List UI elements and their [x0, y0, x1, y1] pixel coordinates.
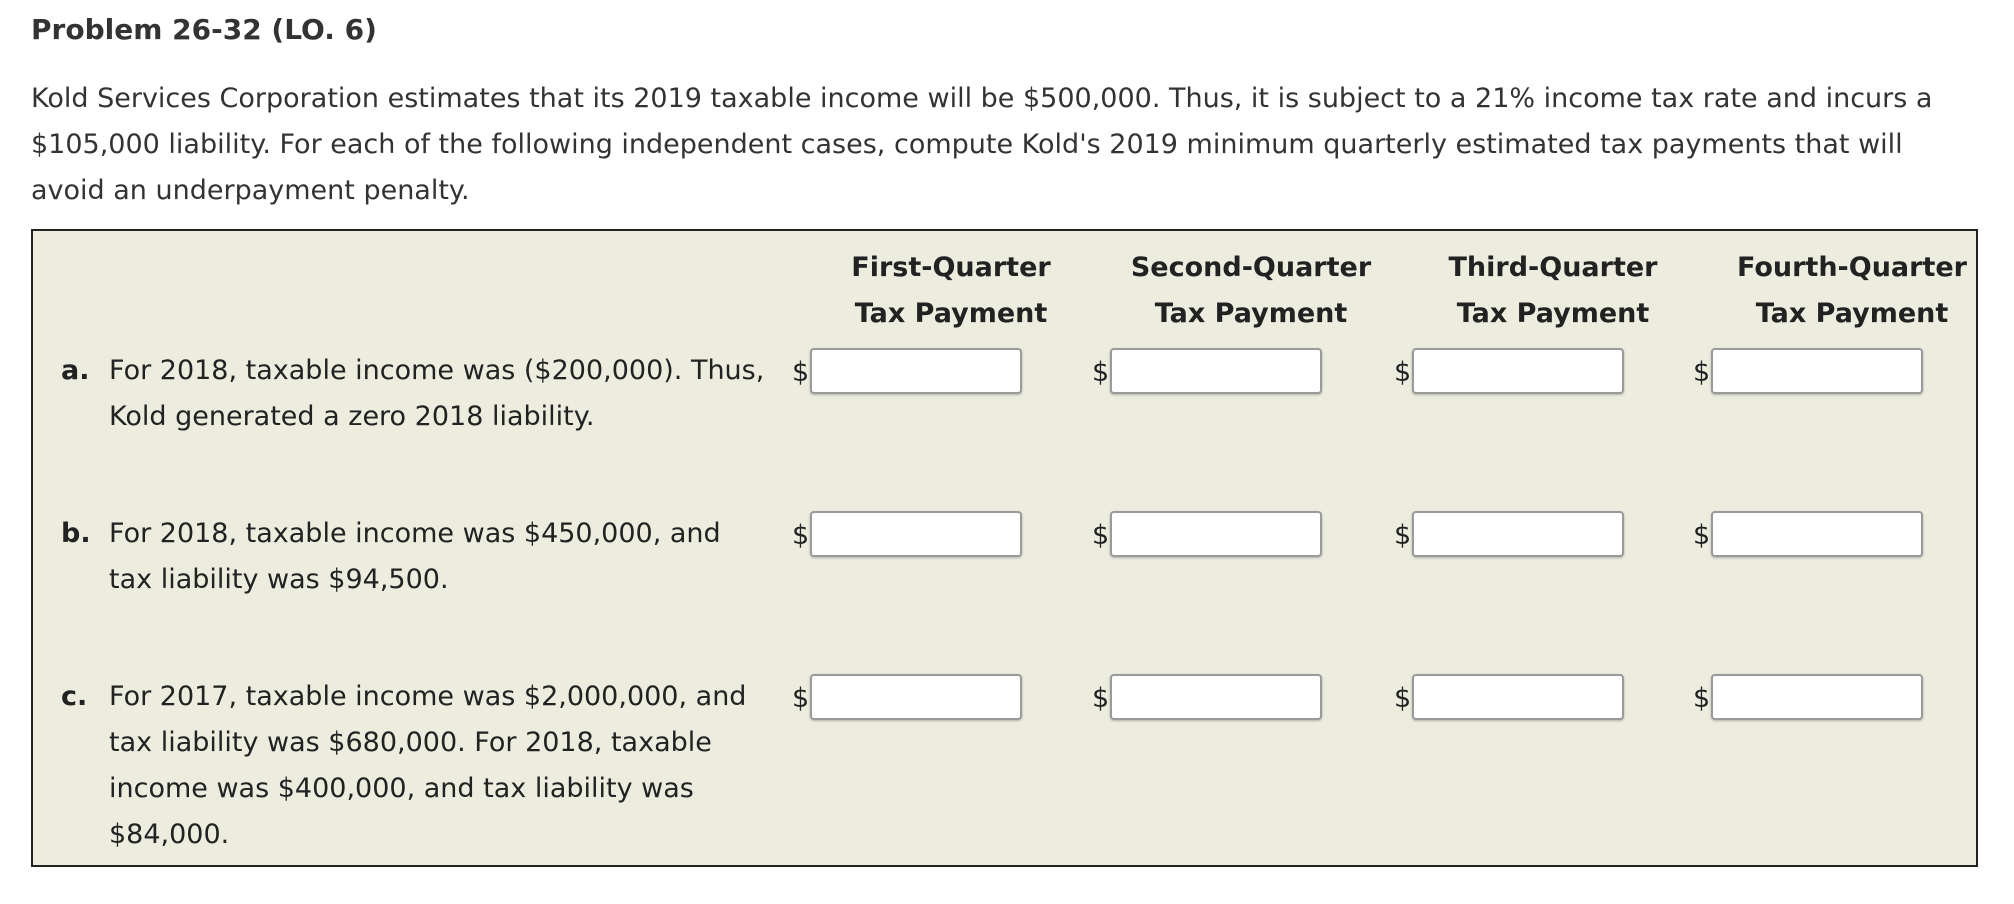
case-c-second-quarter-input[interactable] — [1110, 674, 1322, 720]
header-third-quarter-line1: Third-Quarter — [1448, 252, 1658, 283]
case-description-line: tax liability was $680,000. For 2018, taxable — [109, 727, 712, 758]
problem-statement: Kold Services Corporation estimates that its 2019 taxable income will be $500,000. Thus, it is subject to a 21% income tax rate and incurs a $105,000 liability. For each of the following independent cases, compute Kold's 2019 minimum quarterly estimated tax payments that will avoid an underpayment penalty. — [31, 83, 1933, 206]
header-fourth-quarter — [1702, 245, 2002, 337]
case-description-line: For 2018, taxable income was $450,000, and — [109, 518, 721, 549]
case-description-line: income was $400,000, and tax liability was — [109, 773, 694, 804]
dollar-sign: $ — [1394, 520, 1412, 551]
dollar-sign: $ — [792, 683, 810, 714]
case-a-second-quarter-input[interactable] — [1110, 348, 1322, 394]
problem-title: Problem 26-32 (LO. 6) — [31, 13, 377, 46]
dollar-sign: $ — [792, 520, 810, 551]
dollar-sign: $ — [792, 357, 810, 388]
header-second-quarter-line2: Tax Payment — [1154, 298, 1348, 329]
case-a-fourth-quarter-input[interactable] — [1711, 348, 1923, 394]
dollar-sign: $ — [1693, 357, 1711, 388]
dollar-sign: $ — [1092, 357, 1110, 388]
case-a-third-quarter-input[interactable] — [1412, 348, 1624, 394]
case-b-fourth-quarter-input[interactable] — [1711, 511, 1923, 557]
case-c-first-quarter-input[interactable] — [810, 674, 1022, 720]
dollar-sign: $ — [1092, 683, 1110, 714]
case-letter: b. — [61, 518, 91, 549]
case-b-first-quarter-input[interactable] — [810, 511, 1022, 557]
dollar-sign: $ — [1394, 357, 1412, 388]
case-description — [109, 348, 764, 440]
dollar-sign: $ — [1693, 520, 1711, 551]
case-letter: a. — [61, 355, 90, 386]
case-description-line: Kold generated a zero 2018 liability. — [109, 401, 595, 432]
header-third-quarter-line2: Tax Payment — [1456, 298, 1650, 329]
header-first-quarter-line2: Tax Payment — [854, 298, 1048, 329]
case-description-line: For 2018, taxable income was ($200,000). Thus, — [109, 355, 765, 386]
answer-table — [31, 229, 1978, 867]
dollar-sign: $ — [1394, 683, 1412, 714]
case-c-fourth-quarter-input[interactable] — [1711, 674, 1923, 720]
case-description-line: $84,000. — [109, 819, 230, 850]
case-a-first-quarter-input[interactable] — [810, 348, 1022, 394]
header-third-quarter — [1403, 245, 1703, 337]
header-fourth-quarter-line2: Tax Payment — [1755, 298, 1949, 329]
header-first-quarter — [801, 245, 1101, 337]
case-b-second-quarter-input[interactable] — [1110, 511, 1322, 557]
case-c-third-quarter-input[interactable] — [1412, 674, 1624, 720]
case-description — [109, 511, 721, 603]
dollar-sign: $ — [1092, 520, 1110, 551]
header-first-quarter-line1: First-Quarter — [851, 252, 1051, 283]
header-second-quarter-line1: Second-Quarter — [1130, 252, 1372, 283]
case-description-line: tax liability was $94,500. — [109, 564, 449, 595]
header-second-quarter — [1101, 245, 1401, 337]
case-description-line: For 2017, taxable income was $2,000,000, and — [109, 681, 747, 712]
case-b-third-quarter-input[interactable] — [1412, 511, 1624, 557]
case-description — [109, 674, 746, 858]
header-fourth-quarter-line1: Fourth-Quarter — [1736, 252, 1967, 283]
dollar-sign: $ — [1693, 683, 1711, 714]
case-letter: c. — [61, 681, 88, 712]
